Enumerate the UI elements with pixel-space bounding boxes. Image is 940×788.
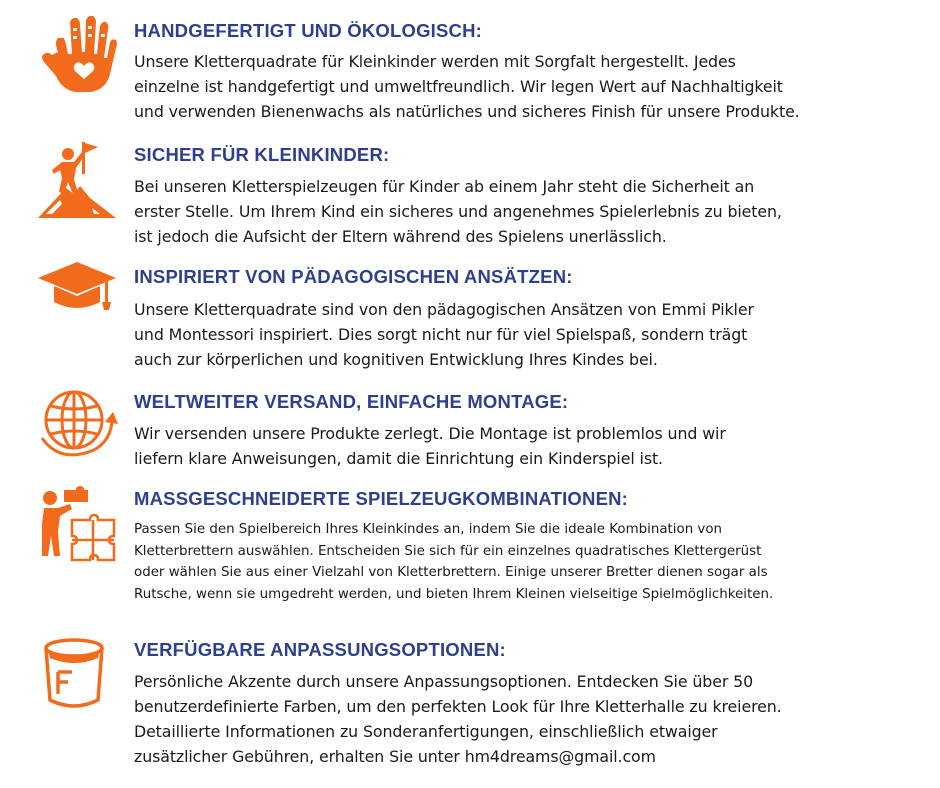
feature-description: Passen Sie den Spielbereich Ihres Kleinkindes an, indem Sie die ideale Kombination von Kletterbrettern auswählen. Entscheiden Sie sich für ein einzelnes quadratisches Klettergerüst oder wählen Sie aus einer Vielzahl von Kletterbrettern. Einige unserer Bretter dienen sogar als Rutsche, wenn sie umgedreht werden, und bieten Ihrem Kleinen vielseitige Spielmöglichkeiten. <box>134 522 774 602</box>
feature-description: Persönliche Akzente durch unsere Anpassungsoptionen. Entdecken Sie über 50 benutzerdefinierte Farben, um den perfekten Look für Ihre Kletterhalle zu kreieren. Detaillierte Informationen zu Sonderanfertigungen, einschließlich etwaiger zusätzlicher Gebühren, erhalten Sie unter hm4dreams@gmail.com <box>134 672 782 766</box>
paint-bucket-icon <box>36 632 118 714</box>
email-link[interactable]: hm4dreams@gmail.com <box>464 747 656 766</box>
feature-title: HANDGEFERTIGT UND ÖKOLOGISCH: <box>134 20 483 41</box>
person-puzzle-icon <box>36 484 118 566</box>
graduation-cap-icon <box>36 248 118 330</box>
feature-title: SICHER FÜR KLEINKINDER: <box>134 144 390 165</box>
handprint-heart-icon <box>36 14 118 96</box>
feature-title: WELTWEITER VERSAND, EINFACHE MONTAGE: <box>134 391 569 412</box>
globe-arrow-icon <box>36 378 118 460</box>
feature-description: Unsere Kletterquadrate sind von den pädagogischen Ansätzen von Emmi Pikler und Montessori inspiriert. Dies sorgt nicht nur für viel Spielspaß, sondern trägt auch zur körperlichen und kognitiven Entwicklung Ihres Kindes bei. <box>134 300 754 369</box>
feature-description: Wir versenden unsere Produkte zerlegt. Die Montage ist problemlos und wir liefern klare Anweisungen, damit die Einrichtung ein Kinderspiel ist. <box>134 424 726 468</box>
feature-title: VERFÜGBARE ANPASSUNGSOPTIONEN: <box>134 639 506 660</box>
feature-description: Bei unseren Kletterspielzeugen für Kinder ab einem Jahr steht die Sicherheit an erster Stelle. Um Ihrem Kind ein sicheres und angenehmes Spielerlebnis zu bieten, ist jedoch die Aufsicht der Eltern während des Spielens unerlässlich. <box>134 177 782 246</box>
feature-description: Unsere Kletterquadrate für Kleinkinder werden mit Sorgfalt hergestellt. Jedes einzelne ist handgefertigt und umweltfreundlich. Wir legen Wert auf Nachhaltigkeit und verwenden Bienenwachs als natürliches und sicheres Finish für unsere Produkte. <box>134 52 800 121</box>
climber-flag-icon <box>36 138 118 220</box>
feature-title: MASSGESCHNEIDERTE SPIELZEUGKOMBINATIONEN: <box>134 488 629 509</box>
feature-title: INSPIRIERT VON PÄDAGOGISCHEN ANSÄTZEN: <box>134 266 573 287</box>
